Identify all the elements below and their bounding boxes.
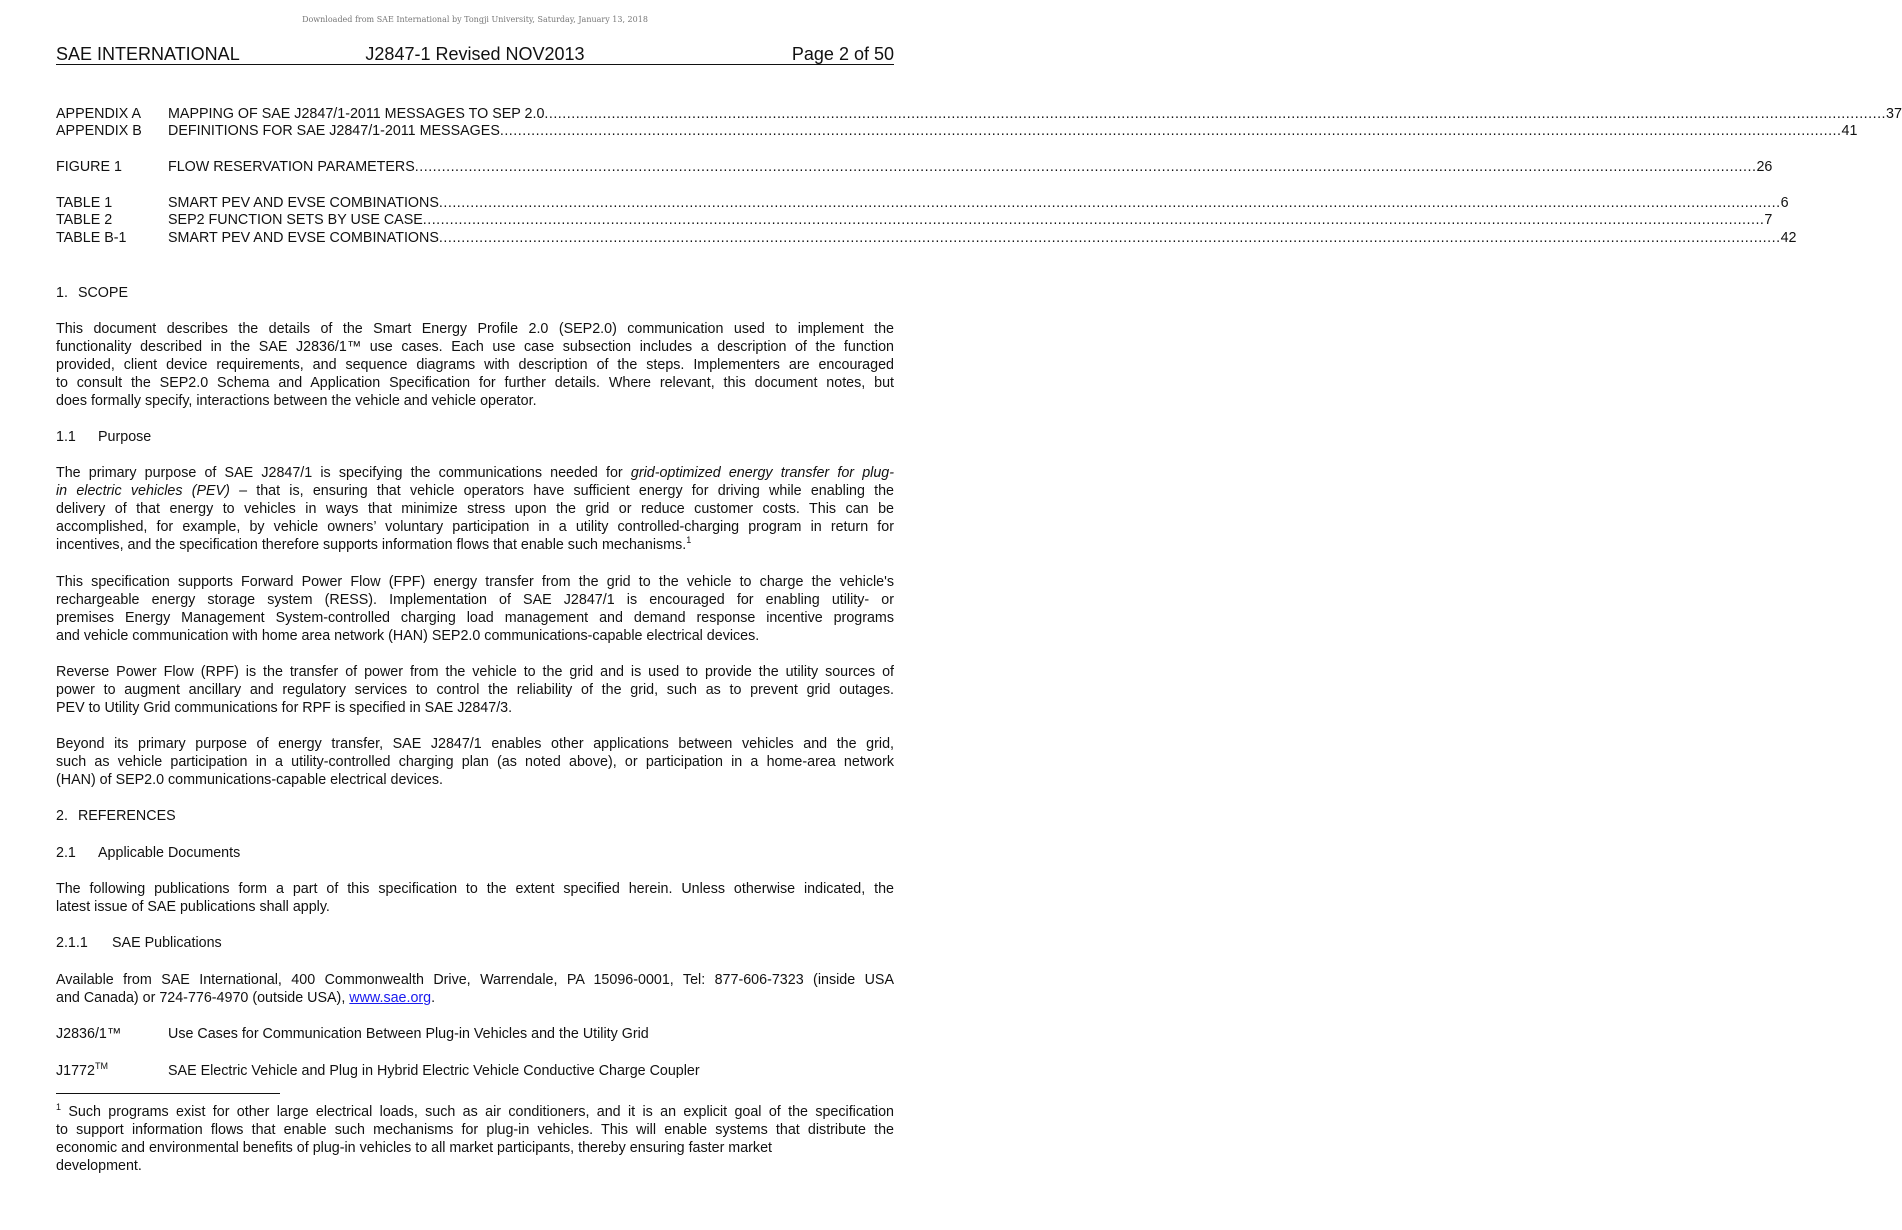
reference-code — [56, 1062, 168, 1080]
toc-leader-dots: ............................................................................................................................................................................................................................................................................................................ — [438, 195, 1781, 211]
toc-leader-dots: ............................................................................................................................................................................................................................................................................................................ — [544, 106, 1887, 122]
section-title: Purpose — [98, 429, 152, 445]
section-title: Applicable Documents — [98, 845, 241, 861]
text-span: – that is, ensuring that vehicle operators have sufficient energy for driving while enabling the — [229, 483, 894, 499]
section-number: 2.1 — [56, 845, 76, 861]
toc-title: DEFINITIONS FOR SAE J2847/1-2011 MESSAGES — [168, 123, 500, 139]
text-line: development. — [56, 1158, 142, 1174]
toc-entry[interactable] — [56, 229, 1797, 247]
text-line: economic and environmental benefits of plug-in vehicles to all market participants, thereby ensuring faster market — [56, 1140, 773, 1156]
reference-item — [56, 1025, 649, 1043]
paragraph-scope — [56, 320, 894, 410]
text-line: The following publications form a part of this specification to the extent specified herein. Unless otherwise indicated, the — [56, 881, 894, 897]
header-org: SAE INTERNATIONAL — [56, 44, 240, 64]
section-number: 2.1.1 — [56, 935, 88, 951]
text-span: and Canada) or 724-776-4970 (outside USA), — [56, 990, 350, 1006]
text-span: incentives, and the specification therefore supports information flows that enable such mechanisms. — [56, 537, 687, 553]
toc-leader-dots: ............................................................................................................................................................................................................................................................................................................ — [422, 212, 1765, 228]
section-title: SCOPE — [77, 285, 128, 301]
text-line: to consult the SEP2.0 Schema and Application Specification for further details. Where relevant, this document notes, but — [56, 375, 894, 391]
text-line: does formally specify, interactions between the vehicle and vehicle operator. — [56, 393, 537, 409]
reference-title: Use Cases for Communication Between Plug-in Vehicles and the Utility Grid — [168, 1026, 649, 1042]
italic-text: in electric vehicles (PEV) — [56, 483, 230, 499]
text-span: Such programs exist for other large electrical loads, such as air conditioners, and it is an explicit goal of the specification — [61, 1104, 894, 1120]
text-line: such as vehicle participation in a utility-controlled charging plan (as noted above), or participation in a home-area network — [56, 754, 894, 770]
toc-label: FIGURE 1 — [56, 159, 122, 175]
text-line: This specification supports Forward Power Flow (FPF) energy transfer from the grid to the vehicle to charge the vehicle's — [56, 574, 894, 590]
text-line: Available from SAE International, 400 Commonwealth Drive, Warrendale, PA 15096-0001, Tel: 877-606-7323 (inside USA — [56, 972, 894, 988]
toc-label: TABLE 2 — [56, 212, 113, 228]
text-line: delivery of that energy to vehicles in ways that minimize stress upon the grid or reduce customer costs. This can be — [56, 501, 894, 517]
toc-page-number: 7 — [1764, 212, 1773, 228]
footnote-marker: 1 — [686, 535, 692, 545]
toc-label: TABLE B-1 — [56, 230, 127, 246]
toc-label: APPENDIX A — [56, 106, 142, 122]
paragraph-purpose — [56, 464, 894, 554]
text-line: (HAN) of SEP2.0 communications-capable electrical devices. — [56, 772, 443, 788]
section-title: REFERENCES — [77, 808, 176, 824]
text-line — [56, 1103, 894, 1121]
text-line: to support information flows that enable such mechanisms for plug-in vehicles. This will enable systems that distribute the — [56, 1122, 894, 1138]
text-line: accomplished, for example, by vehicle owners’ voluntary participation in a utility controlled-charging program in return for — [56, 519, 894, 535]
section-heading-references — [56, 807, 176, 825]
text-line: This document describes the details of the Smart Energy Profile 2.0 (SEP2.0) communication used to implement the — [56, 321, 894, 337]
section-heading-sae-publications — [56, 934, 222, 952]
section-title: SAE Publications — [112, 935, 222, 951]
paragraph-available — [56, 971, 894, 1007]
italic-text: grid-optimized energy transfer for plug- — [630, 465, 894, 481]
reference-item — [56, 1062, 700, 1080]
section-heading-purpose — [56, 428, 151, 446]
text-line — [56, 482, 894, 500]
toc-entry[interactable] — [56, 211, 1773, 229]
paragraph-following — [56, 880, 894, 916]
text-line — [56, 536, 894, 554]
trademark-sup: TM — [94, 1061, 108, 1071]
page-header — [56, 44, 894, 65]
section-heading-applicable-documents — [56, 844, 240, 862]
toc-page-number: 37 — [1886, 106, 1902, 122]
text-line: Reverse Power Flow (RPF) is the transfer of power from the vehicle to the grid and is used to provide the utility sources of — [56, 664, 894, 680]
text-span: . — [431, 990, 436, 1006]
reference-code-text: J1772 — [56, 1063, 95, 1079]
text-line: premises Energy Management System-controlled charging load management and demand response incentive programs — [56, 610, 894, 626]
text-line — [56, 989, 894, 1007]
text-line: Beyond its primary purpose of energy transfer, SAE J2847/1 enables other applications between vehicles and the grid, — [56, 736, 894, 752]
footnote — [56, 1103, 894, 1175]
footnote-divider — [56, 1093, 280, 1094]
toc-page-number: 26 — [1756, 159, 1773, 175]
footnote-marker: 1 — [56, 1102, 62, 1112]
text-line: functionality described in the SAE J2836/1™ use cases. Each use case subsection includes a description of the function — [56, 339, 894, 355]
toc-entry[interactable] — [56, 105, 1902, 123]
section-number: 1.1 — [56, 429, 76, 445]
header-page-number: Page 2 of 50 — [791, 44, 894, 64]
toc-page-number: 6 — [1780, 195, 1789, 211]
text-line — [56, 464, 894, 482]
toc-leader-dots: ............................................................................................................................................................................................................................................................................................................ — [414, 159, 1757, 175]
toc-page-number: 42 — [1780, 230, 1797, 246]
toc-entry[interactable] — [56, 122, 1858, 140]
sae-website-link[interactable]: www.sae.org — [349, 990, 432, 1006]
text-line: and vehicle communication with home area network (HAN) SEP2.0 communications-capable electrical devices. — [56, 628, 760, 644]
toc-title: FLOW RESERVATION PARAMETERS — [168, 159, 415, 175]
toc-title: SEP2 FUNCTION SETS BY USE CASE — [168, 212, 423, 228]
reference-code: J2836/1™ — [56, 1026, 122, 1042]
toc-page-number: 41 — [1841, 123, 1858, 139]
text-line: provided, client device requirements, and sequence diagrams with description of the steps. Implementers are encouraged — [56, 357, 894, 373]
paragraph-beyond — [56, 735, 894, 789]
toc-title: SMART PEV AND EVSE COMBINATIONS — [168, 195, 439, 211]
text-line: PEV to Utility Grid communications for RPF is specified in SAE J2847/3. — [56, 700, 513, 716]
paragraph-rpf — [56, 663, 894, 717]
header-doc-id: J2847-1 Revised NOV2013 — [365, 44, 585, 64]
section-number: 1. — [56, 285, 68, 301]
toc-title: SMART PEV AND EVSE COMBINATIONS — [168, 230, 439, 246]
text-line: power to augment ancillary and regulatory services to control the reliability of the grid, such as to prevent grid outages. — [56, 682, 894, 698]
toc-entry[interactable] — [56, 158, 1773, 176]
section-number: 2. — [56, 808, 68, 824]
toc-leader-dots: ............................................................................................................................................................................................................................................................................................................ — [499, 123, 1842, 139]
paragraph-fpf — [56, 573, 894, 645]
toc-label: TABLE 1 — [56, 195, 113, 211]
reference-title: SAE Electric Vehicle and Plug in Hybrid Electric Vehicle Conductive Charge Coupler — [168, 1063, 700, 1079]
section-heading-scope — [56, 284, 128, 302]
download-watermark: Downloaded from SAE International by Tongji University, Saturday, January 13, 2018 — [302, 15, 648, 24]
text-span: The primary purpose of SAE J2847/1 is specifying the communications needed for — [56, 465, 631, 481]
text-line: rechargeable energy storage system (RESS). Implementation of SAE J2847/1 is encouraged for enabling utility- or — [56, 592, 894, 608]
text-line: latest issue of SAE publications shall apply. — [56, 899, 330, 915]
toc-title: MAPPING OF SAE J2847/1-2011 MESSAGES TO SEP 2.0 — [168, 106, 545, 122]
toc-leader-dots: ............................................................................................................................................................................................................................................................................................................ — [438, 230, 1781, 246]
toc-entry[interactable] — [56, 194, 1789, 212]
toc-label: APPENDIX B — [56, 123, 142, 139]
